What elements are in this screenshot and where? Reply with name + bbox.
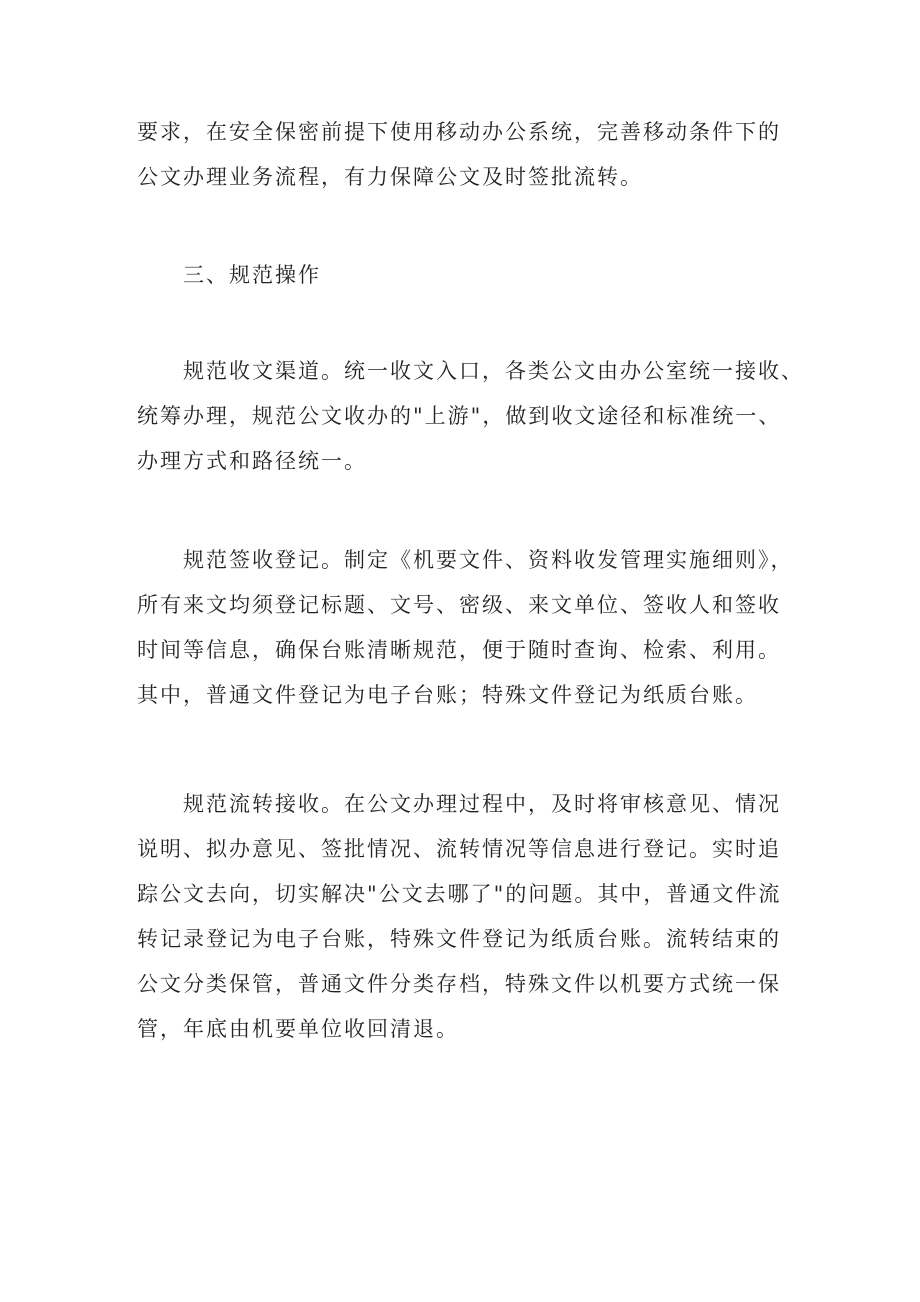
text-line: 公文办理业务流程，有力保障公文及时签批流转。	[137, 165, 643, 189]
paragraph-sign-registration	[137, 538, 797, 718]
paragraph-receiving-channels	[137, 349, 804, 484]
text-line: 所有来文均须登记标题、文号、密级、来文单位、签收人和签收	[137, 593, 781, 617]
text-line: 时间等信息，确保台账清晰规范，便于随时查询、检索、利用。	[137, 638, 781, 662]
text-line: 统筹办理，规范公文收办的"上游"，做到收文途径和标准统一、	[137, 404, 782, 428]
text-line: 规范签收登记。制定《机要文件、资料收发管理实施细则》，	[183, 548, 794, 572]
text-line: 转记录登记为电子台账，特殊文件登记为纸质台账。流转结束的	[137, 927, 781, 951]
text-line: 说明、拟办意见、签批情况、流转情况等信息进行登记。实时追	[137, 837, 781, 861]
text-line: 规范收文渠道。统一收文入口，各类公文由办公室统一接收、	[183, 359, 804, 383]
text-line: 踪公文去向，切实解决"公文去哪了"的问题。其中，普通文件流	[137, 882, 782, 906]
heading-text: 三、规范操作	[183, 263, 321, 287]
paragraph-continuation	[137, 110, 797, 200]
text-line: 办理方式和路径统一。	[137, 449, 367, 473]
text-line: 要求，在安全保密前提下使用移动办公系统，完善移动条件下的	[137, 120, 781, 144]
text-line: 管，年底由机要单位收回清退。	[137, 1017, 459, 1041]
text-line: 其中，普通文件登记为电子台账；特殊文件登记为纸质台账。	[137, 683, 758, 707]
text-line: 公文分类保管，普通文件分类存档，特殊文件以机要方式统一保	[137, 972, 781, 996]
paragraph-circulation-receipt	[137, 782, 797, 1052]
section-heading	[137, 253, 797, 298]
text-line: 规范流转接收。在公文办理过程中，及时将审核意见、情况	[183, 792, 781, 816]
